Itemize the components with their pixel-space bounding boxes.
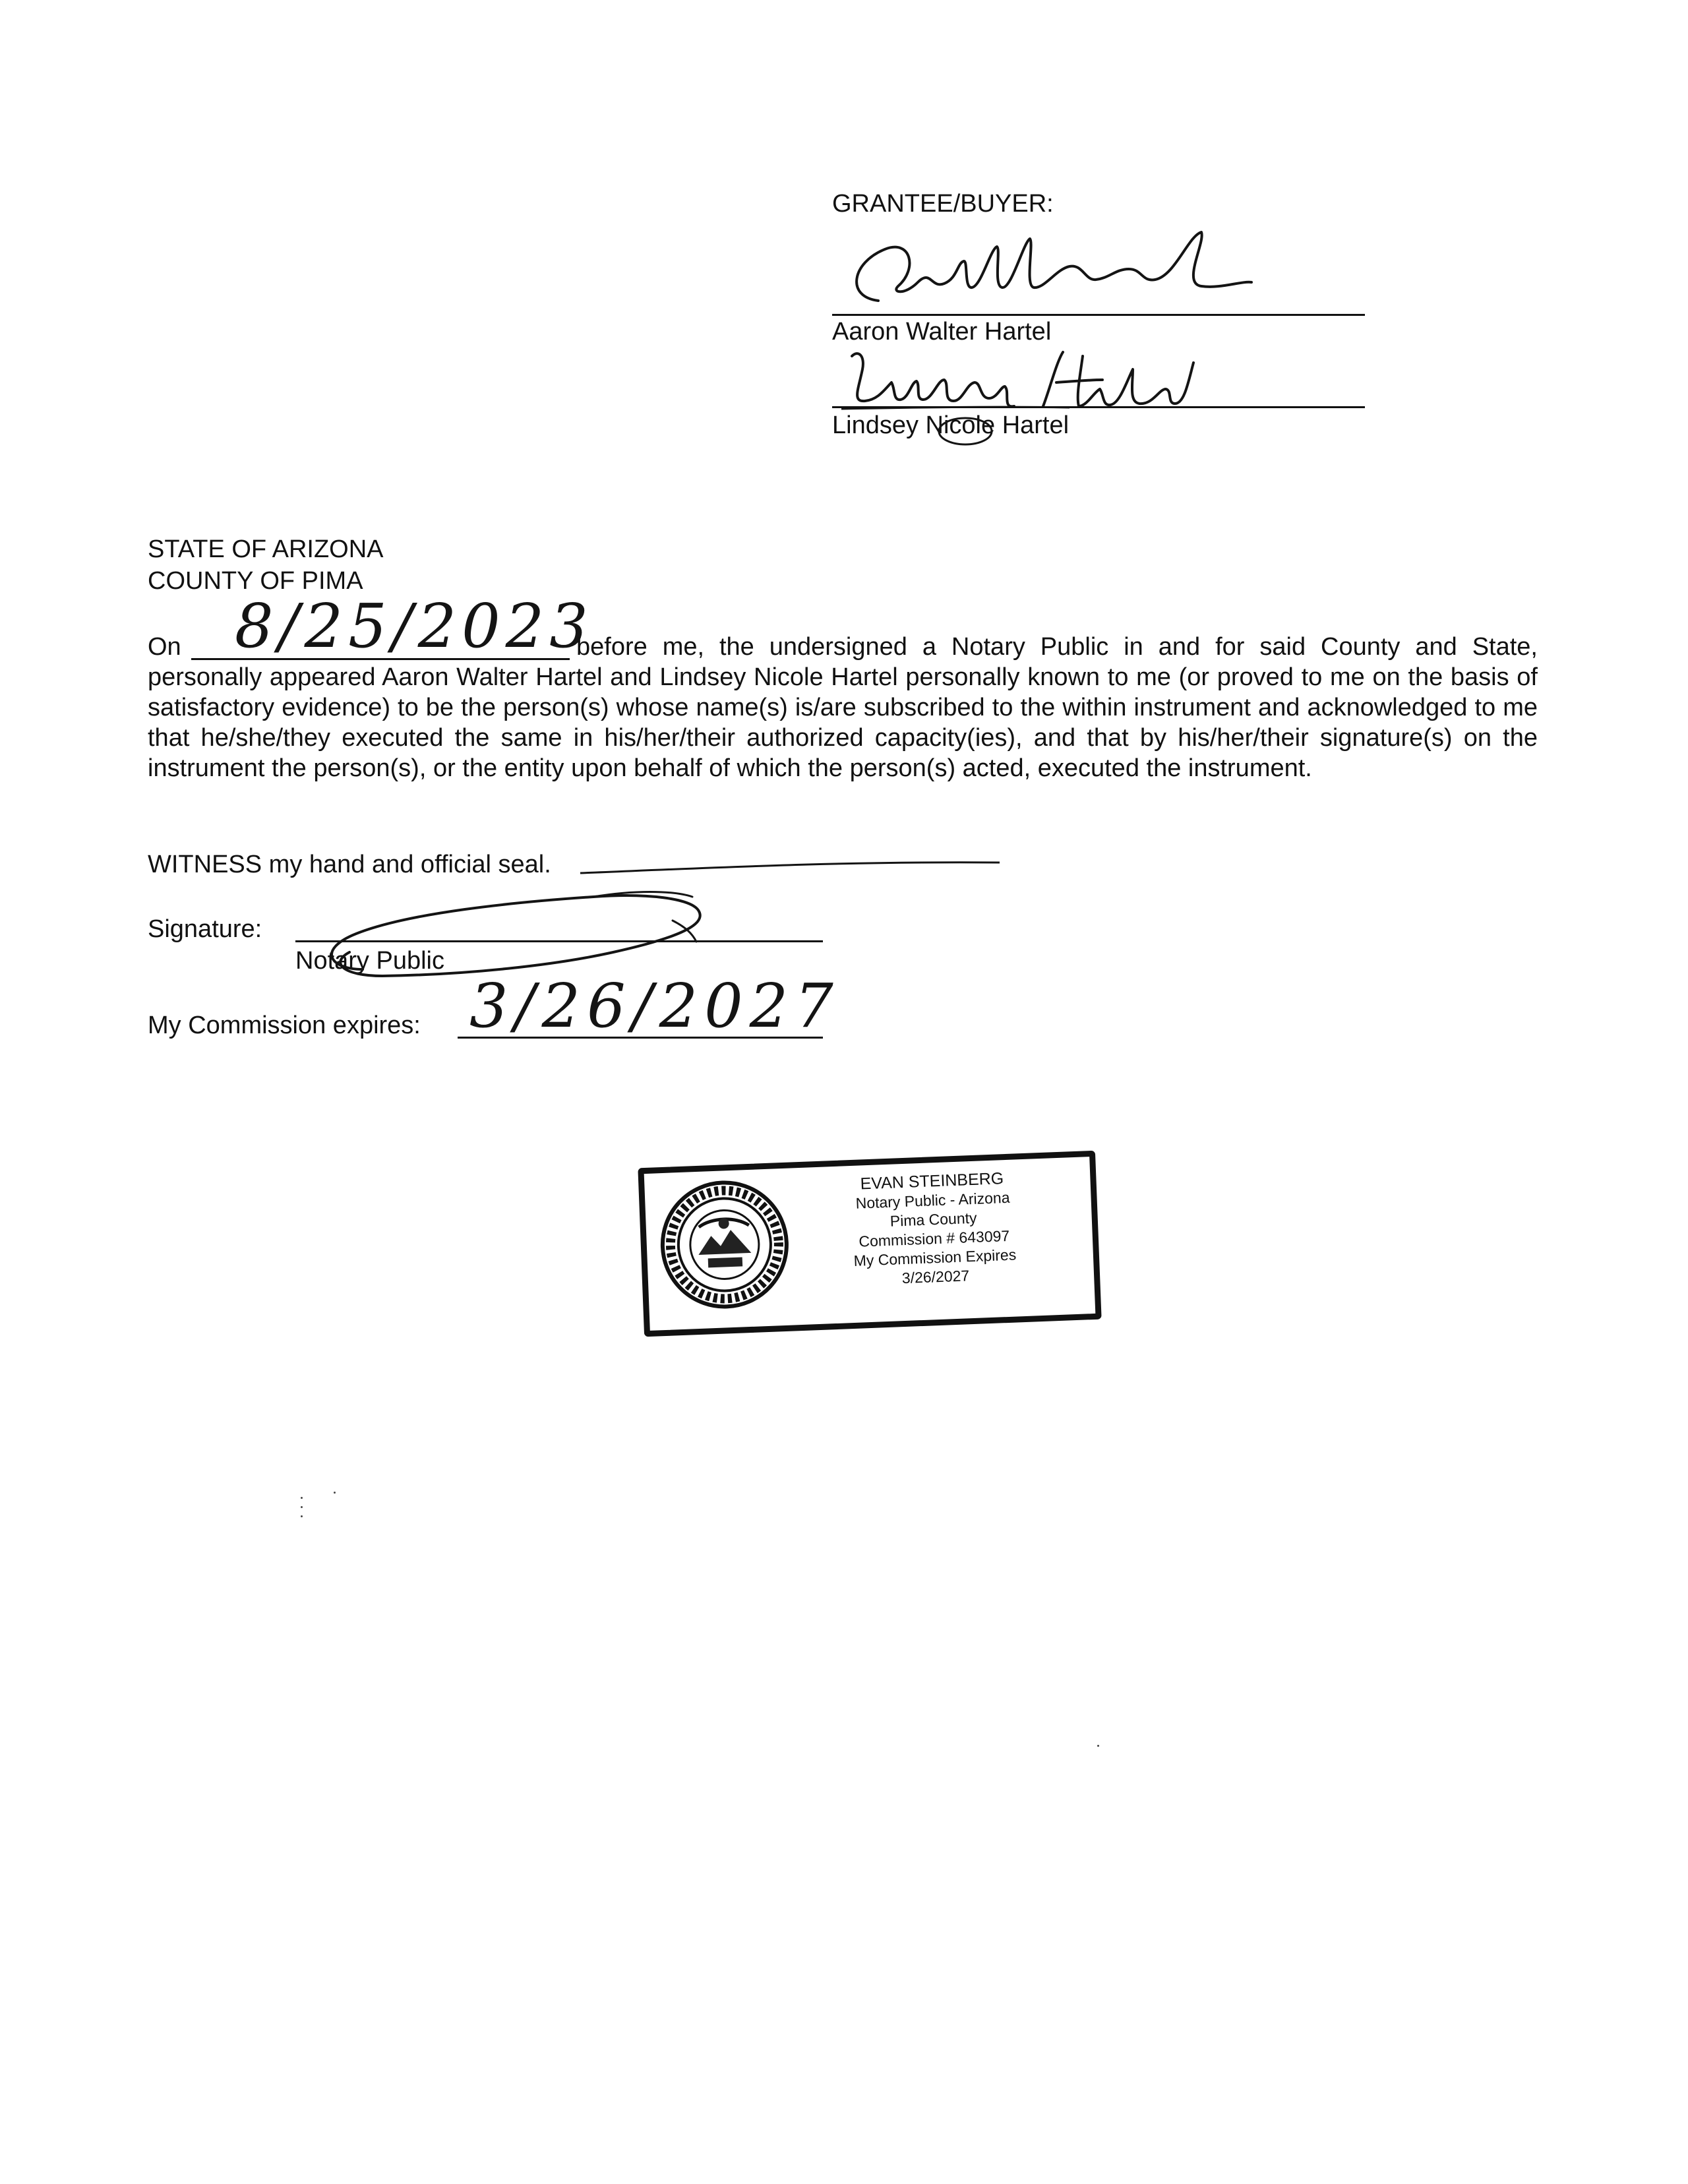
- signer1-name: Aaron Walter Hartel: [832, 318, 1052, 346]
- signer1-signature-drawing: [832, 223, 1254, 315]
- signer2-signature-line: [832, 406, 1365, 408]
- signer1-signature: [832, 223, 1254, 315]
- state-heading: STATE OF ARIZONA: [148, 535, 384, 563]
- arizona-seal-icon: [657, 1178, 791, 1312]
- county-heading: COUNTY OF PIMA: [148, 567, 363, 595]
- stamp-county: Pima County: [889, 1209, 977, 1230]
- notary-signature: [303, 870, 725, 983]
- on-label: On: [148, 633, 181, 661]
- signer2-signature: [832, 343, 1201, 415]
- notary-public-label: Notary Public: [295, 947, 444, 975]
- scan-speck: [1097, 1745, 1099, 1747]
- grantee-heading: GRANTEE/BUYER:: [832, 190, 1054, 218]
- signer2-signature-drawing: [832, 343, 1201, 415]
- signature-label: Signature:: [148, 915, 262, 943]
- signer1-signature-line: [832, 314, 1365, 316]
- witness-line: WITNESS my hand and official seal.: [148, 851, 551, 878]
- scan-speck: [301, 1497, 303, 1499]
- stamp-text-block: [793, 1167, 1074, 1292]
- handwritten-commission-date: 3/26/2027: [469, 971, 840, 1041]
- handwritten-date: 8/25/2023: [235, 591, 593, 661]
- name-overstrike-scribble: [935, 413, 994, 448]
- notary-stamp: [638, 1151, 1101, 1337]
- scan-speck: [301, 1506, 303, 1508]
- acknowledgment-paragraph: [148, 632, 1538, 783]
- scan-speck: [301, 1515, 303, 1517]
- stamp-expires-label: My Commission Expires: [853, 1246, 1017, 1269]
- commission-label: My Commission expires:: [148, 1012, 421, 1039]
- stamp-title: Notary Public - Arizona: [855, 1188, 1010, 1212]
- scan-speck: [334, 1492, 336, 1494]
- stamp-commission-number: Commission # 643097: [858, 1227, 1010, 1250]
- signer2-name: Lindsey Nicole Hartel: [832, 411, 1070, 439]
- stamp-name: EVAN STEINBERG: [860, 1169, 1004, 1194]
- acknowledgment-text: before me, the undersigned a Notary Public in and for said County and State, personally appeared Aaron Walter Hartel and Lindsey Nicole Hartel personally known to me (or proved to me on the basis of satisfactory evidence) to be the person(s) whose name(s) is/are subscribed to the within instrument and acknowledged to me that he/she/they executed the same in his/her/their authorized capacity(ies), and that by his/her/their signature(s) on the instrument the person(s), or the entity upon behalf of which the person(s) acted, executed the instrument.: [148, 633, 1538, 782]
- stamp-expires-date: 3/26/2027: [901, 1267, 970, 1287]
